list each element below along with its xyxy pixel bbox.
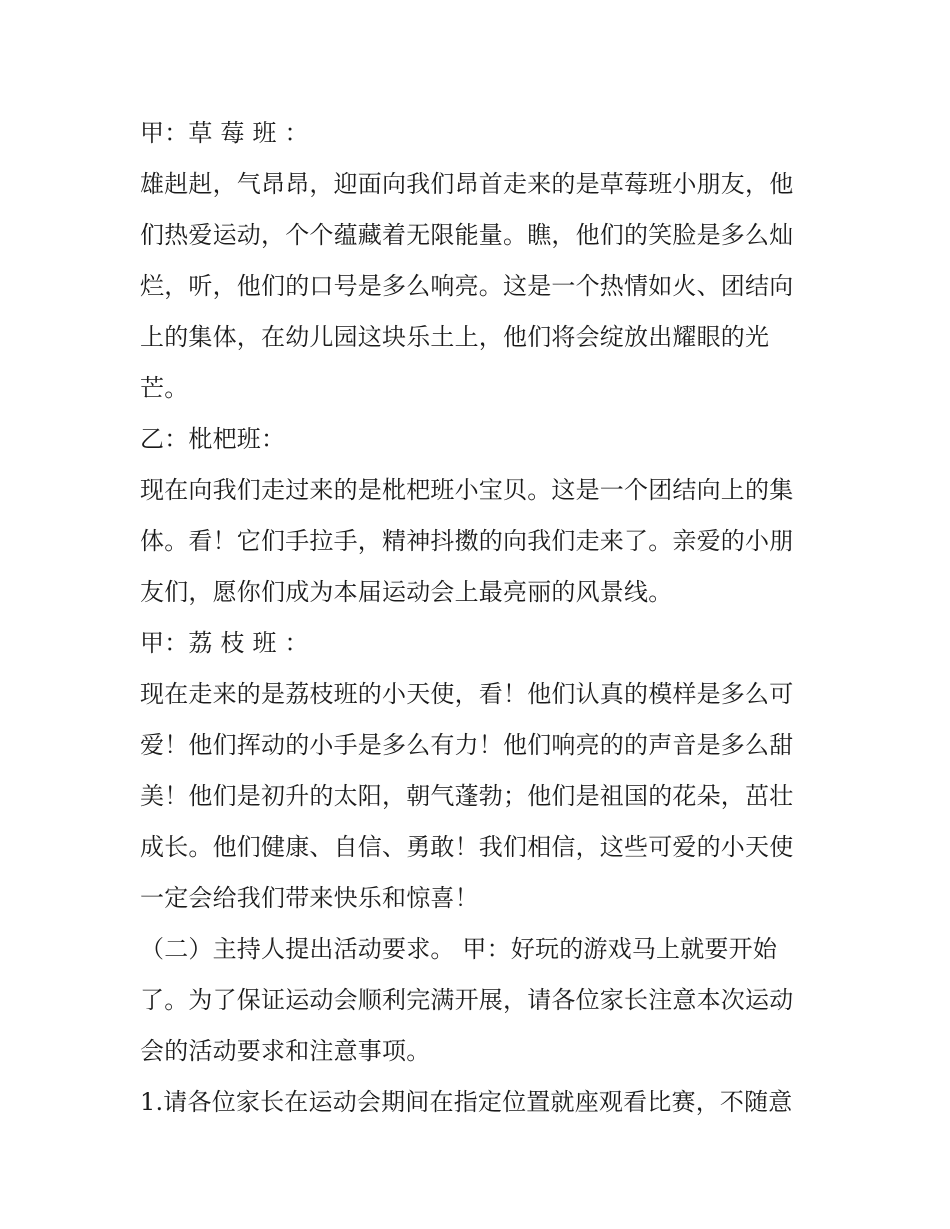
paragraph-line: 们热爱运动，个个蕴藏着无限能量。瞧，他们的笑脸是多么灿 <box>140 221 794 249</box>
paragraph-line: 会的活动要求和注意事项。 <box>140 1037 431 1065</box>
paragraph-line: 现在走来的是荔枝班的小天使，看！他们认真的模样是多么可 <box>140 680 794 708</box>
paragraph-line: 芒。 <box>140 374 189 402</box>
speaker-heading-lychee-class: 甲：荔 枝 班 ： <box>140 629 309 657</box>
paragraph-line: 爱！他们挥动的小手是多么有力！他们响亮的的声音是多么甜 <box>140 731 794 759</box>
list-item-1: 1.请各位家长在运动会期间在指定位置就座观看比赛，不随意 <box>140 1088 793 1116</box>
section-heading-requirements: （二）主持人提出活动要求。 甲：好玩的游戏马上就要开始 <box>140 935 778 963</box>
paragraph-line: 成长。他们健康、自信、勇敢！我们相信，这些可爱的小天使 <box>140 833 794 861</box>
paragraph-line: 体。看！它们手拉手，精神抖擞的向我们走来了。亲爱的小朋 <box>140 527 794 555</box>
paragraph-line: 友们，愿你们成为本届运动会上最亮丽的风景线。 <box>140 578 673 606</box>
paragraph-line: 雄赳赳，气昂昂，迎面向我们昂首走来的是草莓班小朋友，他 <box>140 170 794 198</box>
paragraph-line: 上的集体，在幼儿园这块乐土上，他们将会绽放出耀眼的光 <box>140 323 770 351</box>
speaker-heading-strawberry-class: 甲：草 莓 班 ： <box>140 119 309 147</box>
document-body <box>140 108 820 1128</box>
paragraph-line: 现在向我们走过来的是枇杷班小宝贝。这是一个团结向上的集 <box>140 476 794 504</box>
paragraph-line: 美！他们是初升的太阳，朝气蓬勃；他们是祖国的花朵，茁壮 <box>140 782 794 810</box>
paragraph-line: 烂，听，他们的口号是多么响亮。这是一个热情如火、团结向 <box>140 272 794 300</box>
paragraph-line: 了。为了保证运动会顺利完满开展，请各位家长注意本次运动 <box>140 986 794 1014</box>
speaker-heading-loquat-class: 乙：枇杷班： <box>140 425 286 453</box>
paragraph-line: 一定会给我们带来快乐和惊喜！ <box>140 884 479 912</box>
